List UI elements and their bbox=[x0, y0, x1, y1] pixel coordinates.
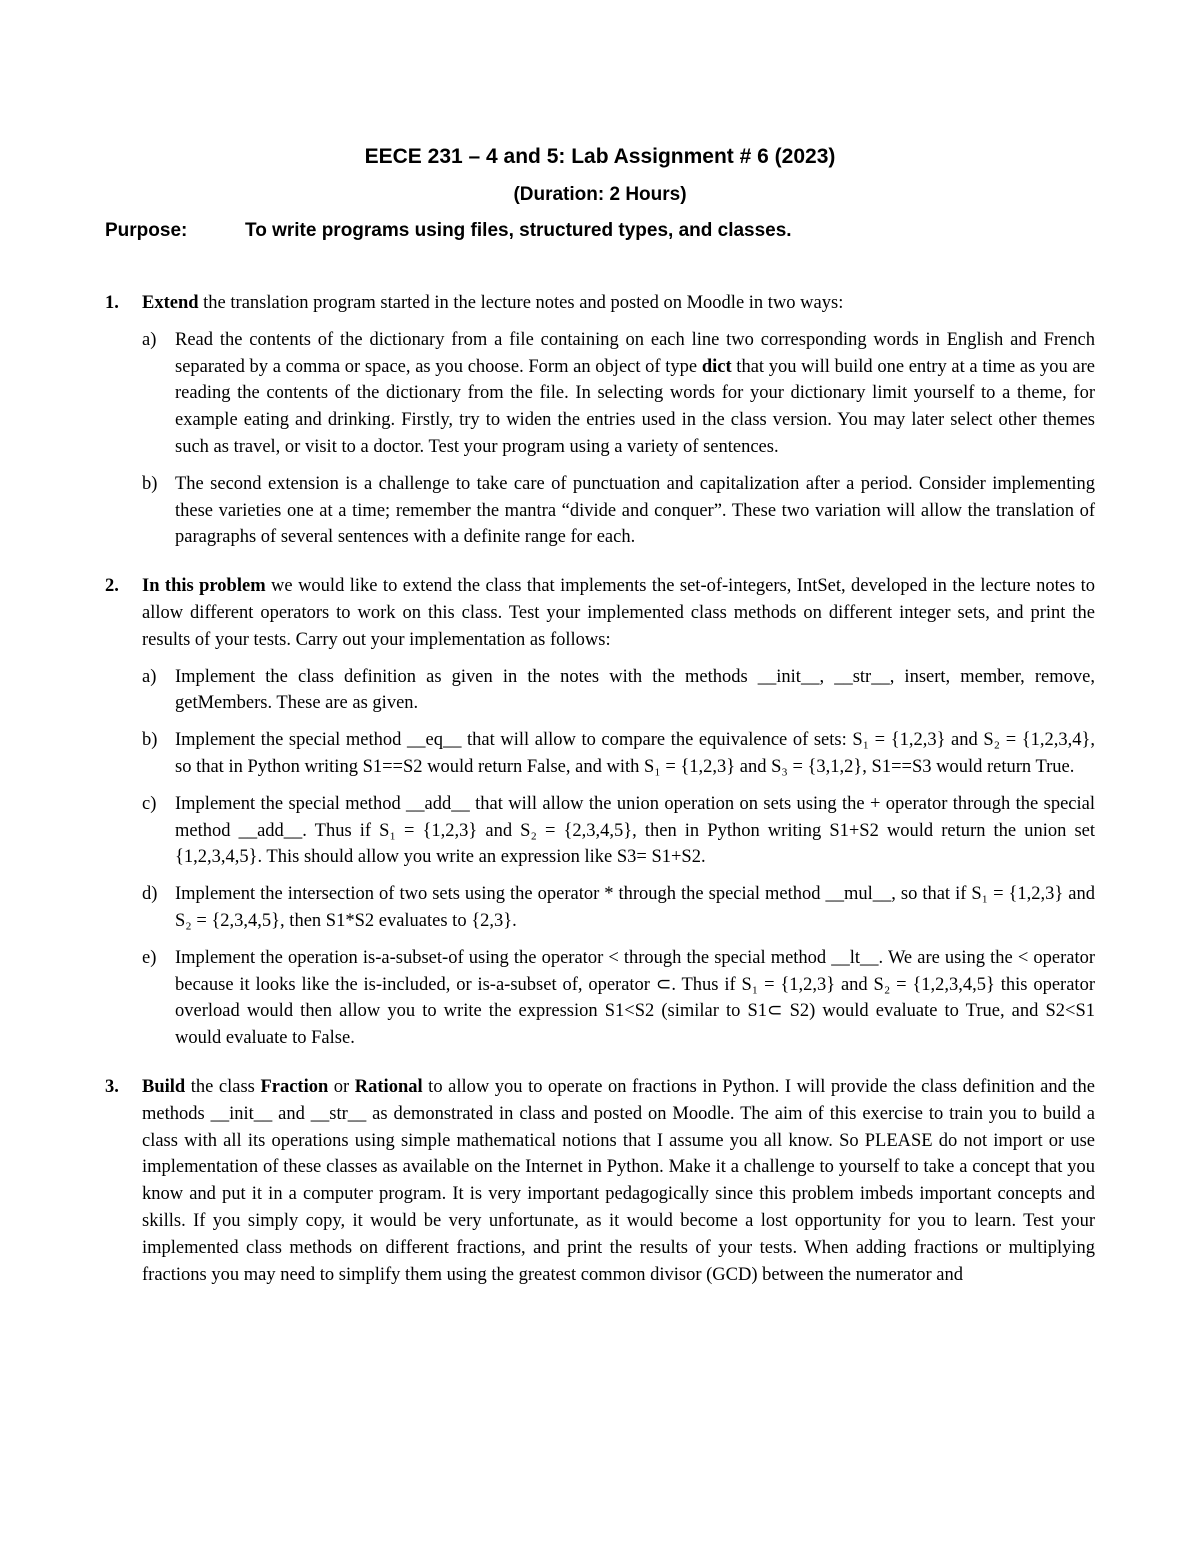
subitem-text: Implement the special method __add__ that will allow the union operation on sets using the + operator through the special method __add__. Thus if S₁ = {1,2,3} and S₂ = {2,3,4,5}, then in Python writing S1+S2 would return the union set {1,2,3,4,5}. This should allow you write an expression like S3= S1+S2. bbox=[175, 793, 1095, 868]
purpose-label: Purpose: bbox=[105, 220, 188, 241]
subitem-text: Implement the operation is-a-subset-of using the operator < through the special method __lt__. We are using the < operator because it looks like the is-included, or is-a-subset of, operator ⊂. Thus if S₁ = {1,2,3} and S₂ = {1,2,3,4,5} this operator overload would then allow you to write the expression S1<S2 (similar to S1⊂ S2) would evaluate to True, and S2<S1 would evaluate to False. bbox=[175, 947, 1095, 1049]
subitem-2d bbox=[142, 881, 1095, 935]
subitem-text-part: Read the contents of the dictionary from a file containing on each line two corresponding words in English and French separated by a comma or space, as you choose. Form an object of type bbox=[175, 329, 1095, 377]
question-text bbox=[142, 573, 1095, 653]
subitem-label: b) bbox=[142, 730, 158, 751]
fraction-keyword: Fraction bbox=[260, 1076, 329, 1097]
subitem-text bbox=[175, 327, 1095, 461]
subitem-text: The second extension is a challenge to take care of punctuation and capitalization after a period. Consider implementing these varieties one at a time; remember the mantra “divide and conquer”. These two variation will allow the translation of paragraphs of several sentences with a definite range for each. bbox=[175, 473, 1095, 548]
question-number: 1. bbox=[105, 293, 119, 313]
question-number: 3. bbox=[105, 1076, 119, 1097]
subitem-1b bbox=[142, 471, 1095, 551]
subitem-1a bbox=[142, 327, 1095, 461]
subitem-2e bbox=[142, 945, 1095, 1052]
question-body: or bbox=[328, 1076, 355, 1097]
question-number: 2. bbox=[105, 576, 119, 597]
question-lead: In this problem bbox=[142, 576, 266, 597]
subitem-2b bbox=[142, 727, 1095, 781]
question-body: we would like to extend the class that implements the set-of-integers, IntSet, developed in the lecture notes to allow different operators to work on this class. Test your implemented class methods on different integer sets, and print the results of your tests. Carry out your implementation as follows: bbox=[142, 576, 1095, 650]
subitem-label: a) bbox=[142, 666, 157, 687]
question-2 bbox=[105, 573, 1095, 1052]
duration-subtitle: (Duration: 2 Hours) bbox=[513, 184, 687, 205]
dict-keyword: dict bbox=[701, 356, 732, 377]
subitem-label: a) bbox=[142, 329, 157, 350]
question-text bbox=[142, 1074, 1095, 1288]
purpose-text: To write programs using files, structured types, and classes. bbox=[245, 220, 792, 241]
question-body: to allow you to operate on fractions in Python. I will provide the class definition and the methods __init__ and __str__ as demonstrated in class and posted on Moodle. The aim of this exercise to train you to build a class with all its operations using simple mathematical notions that I assume you all know. So PLEASE do not import or use implementation of these classes as available on the Internet in Python. Make it a challenge to yourself to take a concept that you know and put it in a computer program. It is very important pedagogically since this problem imbeds important concepts and skills. If you simply copy, it would be very unfortunate, as it would become a lost opportunity for you to learn. Test your implemented class methods on different fractions, and print the results of your tests. When adding fractions or multiplying fractions you may need to simplify them using the greatest common divisor (GCD) between the numerator and bbox=[142, 1076, 1096, 1285]
question-3 bbox=[105, 1074, 1095, 1288]
question-body: the class bbox=[185, 1076, 261, 1097]
page-title: EECE 231 – 4 and 5: Lab Assignment # 6 (2023) bbox=[364, 145, 836, 168]
question-body: the translation program started in the lecture notes and posted on Moodle in two ways: bbox=[198, 293, 844, 313]
assignment-body bbox=[105, 290, 1095, 1304]
subitem-2a bbox=[142, 664, 1095, 718]
question-1 bbox=[105, 290, 1095, 551]
subitem-text: Implement the special method __eq__ that will allow to compare the equivalence of sets: S₁ = {1,2,3} and S₂ = {1,2,3,4}, so that in Python writing S1==S2 would return False, and with S₁ = {1,2,3} and S₃ = {3,1,2}, S1==S3 would return True. bbox=[175, 730, 1095, 777]
subitem-label: d) bbox=[142, 884, 158, 905]
subitem-label: e) bbox=[142, 947, 157, 968]
subitem-text-part: that you will build one entry at a time as you are reading the contents of the dictionary from the file. In selecting words for your dictionary limit yourself to a theme, for example eating and drinking. Firstly, try to widen the entries used in the class version. You may later select other themes such as travel, or visit to a doctor. Test your program using a variety of sentences. bbox=[175, 356, 1095, 457]
subitem-label: b) bbox=[142, 473, 158, 494]
subitem-2c bbox=[142, 791, 1095, 871]
subitem-label: c) bbox=[142, 793, 157, 814]
rational-keyword: Rational bbox=[354, 1076, 423, 1097]
purpose-line bbox=[105, 218, 1105, 244]
question-text bbox=[142, 290, 1095, 317]
subitem-text: Implement the class definition as given in the notes with the methods __init__, __str__, insert, member, remove, getMembers. These are as given. bbox=[175, 666, 1095, 714]
question-lead: Build bbox=[142, 1076, 186, 1097]
subitem-text: Implement the intersection of two sets using the operator * through the special method __mul__, so that if S₁ = {1,2,3} and S₂ = {2,3,4,5}, then S1*S2 evaluates to {2,3}. bbox=[175, 884, 1095, 931]
question-lead: Extend bbox=[142, 293, 199, 313]
